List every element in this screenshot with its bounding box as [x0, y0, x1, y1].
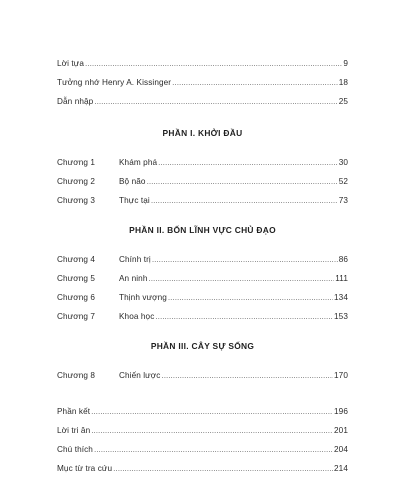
chapter-page: 30	[338, 158, 348, 167]
toc-chapter-4[interactable]	[57, 250, 348, 269]
dot-leader	[152, 250, 338, 269]
dot-leader	[172, 73, 338, 92]
spacer	[57, 354, 348, 366]
dot-leader	[91, 402, 333, 421]
spacer	[57, 326, 348, 339]
toc-entry-page: 204	[334, 445, 348, 454]
toc-entry-title: Lời tựa	[57, 59, 85, 68]
toc-entry-acknowledgements[interactable]	[57, 421, 348, 440]
toc-chapter-8[interactable]	[57, 366, 348, 385]
toc-entry-page: 18	[338, 78, 348, 87]
part-heading: PHẦN II. BỐN LĨNH VỰC CHỦ ĐẠO	[129, 225, 276, 235]
chapter-number: Chương 5	[57, 274, 96, 283]
chapter-title: Thịnh vượng	[119, 293, 167, 302]
chapter-title: Thực tại	[119, 196, 150, 205]
chapter-page: 170	[334, 371, 348, 380]
part-heading: PHẦN III. CÂY SỰ SỐNG	[150, 341, 255, 351]
part-heading: PHẦN I. KHỞI ĐẦU	[162, 128, 243, 138]
chapter-page: 52	[338, 177, 348, 186]
chapter-title: Khám phá	[119, 158, 158, 167]
toc-chapter-1[interactable]	[57, 153, 348, 172]
chapter-number: Chương 4	[57, 255, 96, 264]
chapter-title: An ninh	[119, 274, 148, 283]
chapter-number: Chương 1	[57, 158, 96, 167]
toc-chapter-7[interactable]	[57, 307, 348, 326]
chapter-page: 111	[335, 274, 348, 283]
toc-entry-page: 25	[338, 97, 348, 106]
chapter-number: Chương 6	[57, 293, 96, 302]
toc-chapter-6[interactable]	[57, 288, 348, 307]
chapter-number: Chương 8	[57, 371, 96, 380]
toc-entry-page: 214	[334, 464, 348, 473]
chapter-title: Khoa học	[119, 312, 155, 321]
dot-leader	[147, 172, 338, 191]
spacer	[57, 385, 348, 402]
dot-leader	[94, 440, 333, 459]
toc-entry-epilogue[interactable]	[57, 402, 348, 421]
dot-leader	[85, 54, 342, 73]
dot-leader	[155, 307, 333, 326]
chapter-title: Chiến lược	[119, 371, 161, 380]
toc-chapter-3[interactable]	[57, 191, 348, 210]
chapter-title: Chính trị	[119, 255, 151, 264]
toc-entry-title: Chú thích	[57, 445, 93, 454]
dot-leader	[94, 92, 337, 111]
toc-entry-page: 201	[334, 426, 348, 435]
toc-entry-title: Mục từ tra cứu	[57, 464, 113, 473]
toc-entry-preface[interactable]	[57, 54, 348, 73]
chapter-number: Chương 7	[57, 312, 96, 321]
chapter-page: 73	[338, 196, 348, 205]
toc-chapter-2[interactable]	[57, 172, 348, 191]
spacer	[57, 141, 348, 153]
dot-leader	[158, 153, 338, 172]
chapter-page: 153	[334, 312, 348, 321]
toc-entry-title: Tưởng nhớ Henry A. Kissinger	[57, 78, 172, 87]
dot-leader	[161, 366, 333, 385]
toc-entry-introduction[interactable]	[57, 92, 348, 111]
toc-entry-tribute[interactable]	[57, 73, 348, 92]
chapter-number: Chương 2	[57, 177, 96, 186]
dot-leader	[151, 191, 338, 210]
toc-entry-title: Lời tri ân	[57, 426, 91, 435]
toc-entry-page: 9	[343, 59, 348, 68]
chapter-page: 134	[334, 293, 348, 302]
toc-entry-title: Phần kết	[57, 407, 91, 416]
toc-entry-page: 196	[334, 407, 348, 416]
dot-leader	[113, 459, 333, 478]
spacer	[57, 210, 348, 223]
dot-leader	[168, 288, 333, 307]
chapter-number: Chương 3	[57, 196, 96, 205]
toc-entry-index[interactable]	[57, 459, 348, 478]
dot-leader	[91, 421, 333, 440]
dot-leader	[148, 269, 334, 288]
chapter-title: Bộ não	[119, 177, 146, 186]
chapter-page: 86	[338, 255, 348, 264]
toc-entry-title: Dẫn nhập	[57, 97, 94, 106]
toc-entry-notes[interactable]	[57, 440, 348, 459]
toc-chapter-5[interactable]	[57, 269, 348, 288]
spacer	[57, 111, 348, 126]
spacer	[57, 238, 348, 250]
